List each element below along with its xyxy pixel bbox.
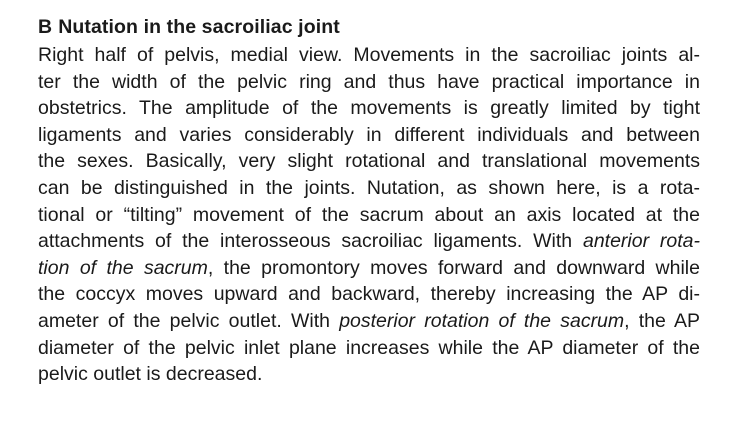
caption-line-5: the sexes. Basically, very slight rotational and translational movements <box>38 150 700 173</box>
caption-line-7: tional or “tilting” movement of the sacrum about an axis located at the <box>38 203 700 226</box>
caption-line-4: ligaments and varies considerably in different individuals and between <box>38 123 700 146</box>
figure-label: B <box>38 16 53 38</box>
caption-line-2: ter the width of the pelvic ring and thus have practical importance in <box>38 70 700 93</box>
caption-title: Nutation in the sacroiliac joint <box>58 16 340 38</box>
caption-line-1: Right half of pelvis, medial view. Movements in the sacroiliac joints al- <box>38 44 700 66</box>
caption-line-6: can be distinguished in the joints. Nutation, as shown here, is a rota- <box>38 176 700 199</box>
caption-line-12: diameter of the pelvic inlet plane increases while the AP diameter of the <box>38 336 700 359</box>
caption-heading <box>38 14 700 40</box>
caption-line-9-text: , the promontory moves forward and downward while <box>207 256 700 279</box>
caption-line-8-text: attachments of the interosseous sacroiliac ligaments. With <box>38 230 573 253</box>
caption-line-11 <box>38 308 700 335</box>
caption-italic-anterior: anterior rota- <box>582 230 700 253</box>
caption-line-9 <box>38 255 700 282</box>
caption-italic-posterior: posterior rotation of the sacrum <box>339 309 625 332</box>
caption-line-8 <box>38 228 700 255</box>
caption-line-3: obstetrics. The amplitude of the movements is greatly limited by tight <box>38 97 700 120</box>
caption-line-10: the coccyx moves upward and backward, thereby increasing the AP di- <box>38 283 700 306</box>
caption-line-11-end: , the AP <box>624 309 700 332</box>
figure-caption <box>38 14 700 388</box>
caption-line-13: pelvic outlet is decreased. <box>38 363 263 386</box>
caption-line-11-start: ameter of the pelvic outlet. With <box>38 309 330 332</box>
caption-body <box>38 42 700 388</box>
caption-italic-anterior-cont: tion of the sacrum <box>38 256 208 279</box>
